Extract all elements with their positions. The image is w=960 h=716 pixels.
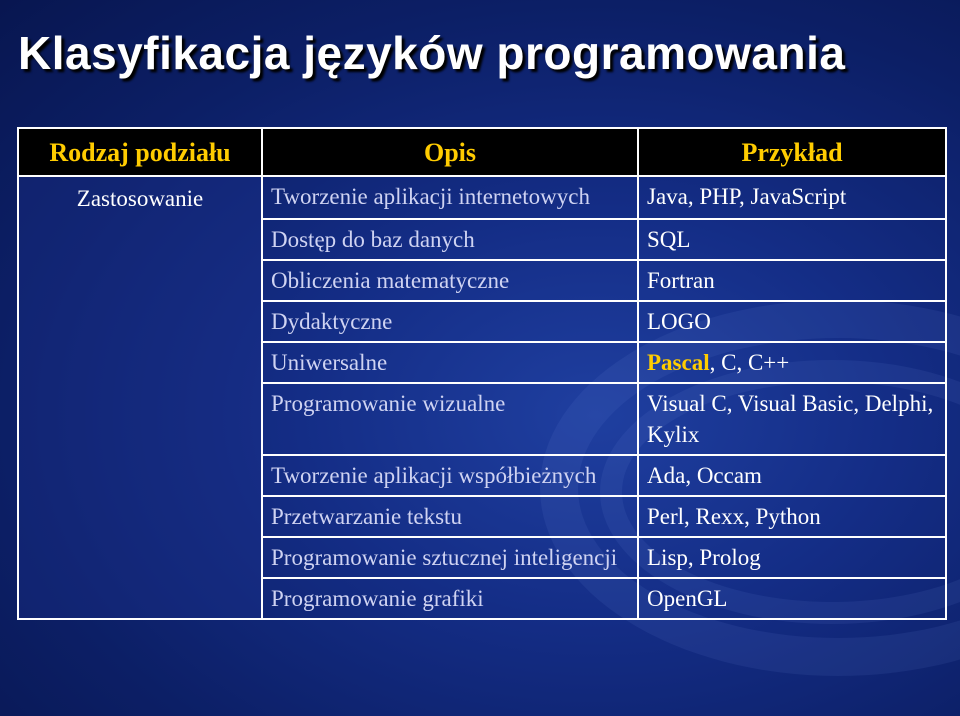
header-category: Rodzaj podziału bbox=[18, 128, 262, 176]
example-cell: Perl, Rexx, Python bbox=[638, 496, 946, 537]
example-text: , C, C++ bbox=[709, 350, 790, 375]
highlighted-example: Pascal bbox=[647, 350, 710, 375]
example-cell: Lisp, Prolog bbox=[638, 537, 946, 578]
example-cell: LOGO bbox=[638, 301, 946, 342]
description-cell: Programowanie sztucznej inteligencji bbox=[262, 537, 638, 578]
category-cell: Zastosowanie bbox=[18, 176, 262, 619]
table-row bbox=[18, 176, 946, 219]
description-cell: Dostęp do baz danych bbox=[262, 219, 638, 260]
example-cell bbox=[638, 342, 946, 383]
slide-title: Klasyfikacja języków programowania bbox=[18, 27, 846, 79]
classification-table bbox=[17, 127, 947, 620]
description-cell: Obliczenia matematyczne bbox=[262, 260, 638, 301]
header-example: Przykład bbox=[638, 128, 946, 176]
example-cell: SQL bbox=[638, 219, 946, 260]
example-cell: Ada, Occam bbox=[638, 455, 946, 496]
description-cell: Przetwarzanie tekstu bbox=[262, 496, 638, 537]
example-cell: OpenGL bbox=[638, 578, 946, 619]
description-cell: Tworzenie aplikacji współbieżnych bbox=[262, 455, 638, 496]
header-description: Opis bbox=[262, 128, 638, 176]
description-cell: Uniwersalne bbox=[262, 342, 638, 383]
example-cell: Java, PHP, JavaScript bbox=[638, 176, 946, 219]
description-cell: Programowanie wizualne bbox=[262, 383, 638, 455]
description-cell: Programowanie grafiki bbox=[262, 578, 638, 619]
description-cell: Dydaktyczne bbox=[262, 301, 638, 342]
example-cell: Visual C, Visual Basic, Delphi, Kylix bbox=[638, 383, 946, 455]
example-cell: Fortran bbox=[638, 260, 946, 301]
description-cell: Tworzenie aplikacji internetowych bbox=[262, 176, 638, 219]
table-header-row bbox=[18, 128, 946, 176]
